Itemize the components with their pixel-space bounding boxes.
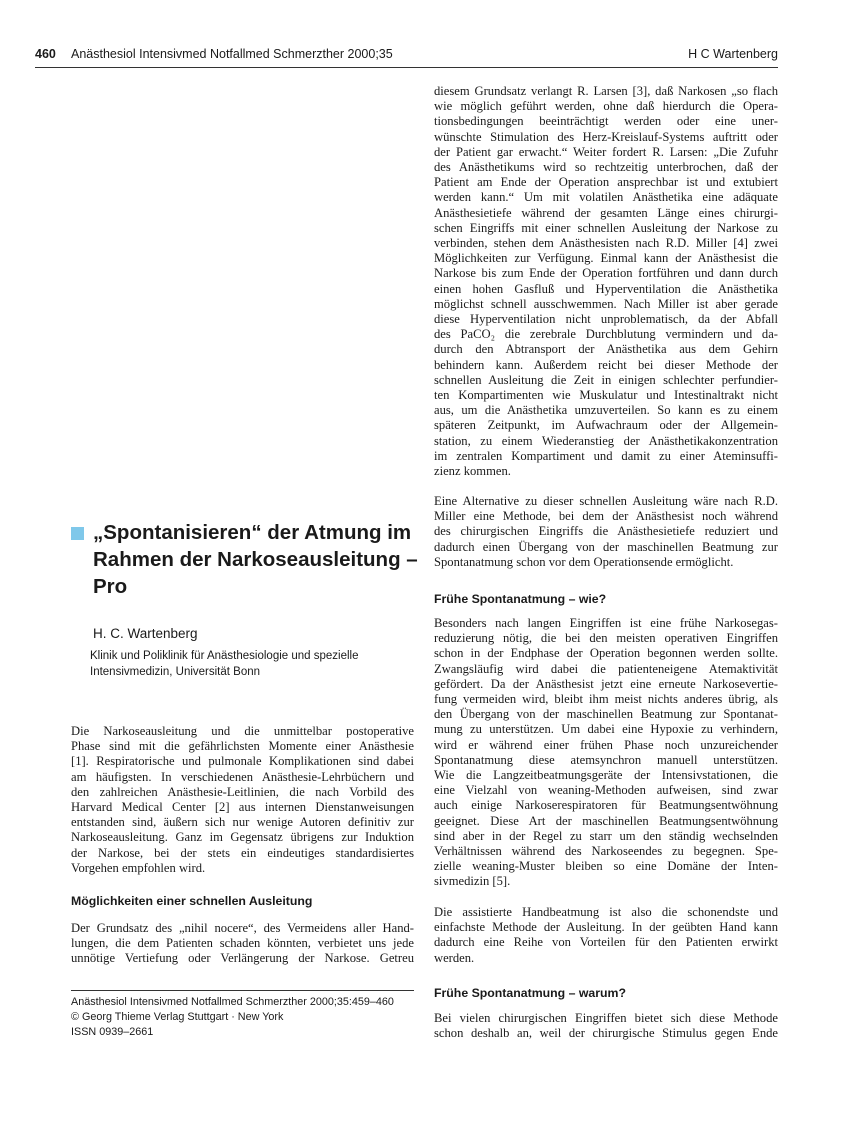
text-line: einfachste Methode der Ausleitung. In der geübten Hand kann bbox=[434, 920, 778, 935]
text-line: aus, um die Anästhetika umzuverteilen. So kann es zu einem bbox=[434, 403, 778, 418]
text-line: im zentralen Kompartiment und damit zu einer Ateminsuffi- bbox=[434, 448, 778, 463]
footer-divider bbox=[71, 990, 414, 991]
text-line: des chirurgischen Eingriffs die Anästhesietiefe reduziert und bbox=[434, 524, 778, 539]
text-line: Narkoseausleitung. Ganz im Gegensatz übrigens zur Induktion bbox=[71, 830, 414, 845]
footer-copyright: © Georg Thieme Verlag Stuttgart · New York bbox=[71, 1011, 284, 1024]
text-line: Möglichkeiten zur Verfügung. Einmal kann der Anästhesist die bbox=[434, 251, 778, 266]
text-line: zielle weaning-Muster bleiben so eine Domäne der Inten- bbox=[434, 859, 778, 874]
text-line: der Narkose, bei der stets ein eindeutiges standardisiertes bbox=[71, 845, 414, 860]
text-line: schon in der Endphase der Operation begonnen werden sollte. bbox=[434, 646, 778, 661]
citation-footer bbox=[71, 995, 394, 1041]
text-line: des Anästhetikums wird so rechtzeitig unterbrochen, daß der bbox=[434, 160, 778, 175]
text-line: unnötige Vertiefung oder Verlängerung der Narkose. Getreu bbox=[71, 951, 414, 966]
text-line: werden kann.“ Um mit volatilen Anästhetika eine adäquate bbox=[434, 190, 778, 205]
text-line: sivmedizin [5]. bbox=[434, 874, 511, 889]
footer-issn: ISSN 0939–2661 bbox=[71, 1026, 154, 1039]
body-paragraph bbox=[434, 84, 778, 479]
text-line: Die Narkoseausleitung und die unmittelbar postoperative bbox=[71, 724, 414, 738]
text-line: lungen, die dem Patienten schaden könnten, verbietet uns jede bbox=[71, 936, 414, 951]
text-line: gefördert. Da der Anästhesist jetzt eine erneute Narkosevertie- bbox=[434, 676, 778, 691]
text-line: entstanden sind, äußern sich nur wenige Autoren definitiv zur bbox=[71, 815, 414, 830]
text-line: dadurch eine Reihe von Vorteilen für den Patienten erwirkt bbox=[434, 935, 778, 950]
text-line: ten Kompartimenten wie Muskulatur und Intestinaltrakt nicht bbox=[434, 388, 778, 403]
section-paragraph bbox=[71, 921, 414, 967]
text-line: reduzierung nötig, die bei den meisten operativen Eingriffen bbox=[434, 631, 778, 646]
text-line: wünschte Stimulation des Herz-Kreislauf-Systems auftritt oder bbox=[434, 129, 778, 144]
text-line: den zahlreichen Anästhesie-Leitlinien, die nach Vorbild des bbox=[71, 784, 414, 799]
text-line: Miller eine Methode, bei dem der Anästhesist noch während bbox=[434, 509, 778, 524]
text-line: Narkose bis zum Ende der Operation fortführen und dann durch bbox=[434, 266, 778, 281]
author-name: H. C. Wartenberg bbox=[93, 626, 198, 641]
header-author: H C Wartenberg bbox=[688, 47, 778, 61]
text-line: zienz kommen. bbox=[434, 464, 511, 479]
text-line: diesem Grundsatz verlangt R. Larsen [3], daß Narkosen „so flach bbox=[434, 84, 778, 98]
affiliation-line: Klinik und Poliklinik für Anästhesiologie und spezielle bbox=[90, 650, 359, 662]
text-line: Besonders nach langen Eingriffen ist eine frühe Narkosegas- bbox=[434, 616, 778, 630]
text-line: wie möglich geführt werden, ohne daß hierdurch die Opera- bbox=[434, 99, 778, 114]
text-line: Der Grundsatz des „nihil nocere“, des Vermeidens aller Hand- bbox=[71, 921, 414, 935]
text-line: fung vermeiden wird, bleibt ihm meist nichts anderes übrig, als bbox=[434, 692, 778, 707]
text-line: Zwangsläufig wird dabei die patienteneigene Atemaktivität bbox=[434, 661, 778, 676]
text-line: schen Eingriffs mit einer schnellen Ausleitung der Narkose zu bbox=[434, 220, 778, 235]
text-line: späteren Zeitpunkt, im Aufwachraum oder der Allgemein- bbox=[434, 418, 778, 433]
author-affiliation bbox=[90, 648, 400, 680]
text-line: dadurch einen Übergang von der maschinellen Beatmung zur bbox=[434, 539, 778, 554]
text-line: Vorgehen empfohlen wird. bbox=[71, 860, 206, 875]
text-line: [1]. Respiratorische und pulmonale Komplikationen sind dabei bbox=[71, 754, 414, 769]
text-line: möglichst schnell ausschwemmen. Nach Miller ist aber gerade bbox=[434, 296, 778, 311]
affiliation-line: Intensivmedizin, Universität Bonn bbox=[90, 666, 261, 678]
journal-reference: Anästhesiol Intensivmed Notfallmed Schmerzther 2000;35 bbox=[71, 47, 393, 61]
text-line: Spontanatmung diese atemsynchron manuell unterstützen. bbox=[434, 752, 778, 767]
text-line: den Übergang von der maschinellen Beatmung zur Spontanat- bbox=[434, 707, 778, 722]
text-line: Wie die Langzeitbeatmungsgeräte der Intensivstationen, die bbox=[434, 768, 778, 783]
body-paragraph bbox=[434, 494, 778, 570]
text-line: Verhältnissen während des Narkoseendes zu begegnen. Spe- bbox=[434, 844, 778, 859]
footer-citation: Anästhesiol Intensivmed Notfallmed Schmerzther 2000;35:459–460 bbox=[71, 996, 394, 1008]
text-line: Eine Alternative zu dieser schnellen Ausleitung wäre nach R.D. bbox=[434, 494, 778, 508]
text-line: einen hohen Gasfluß und Hyperventilation die Anästhetika bbox=[434, 281, 778, 296]
text-line: geeignet. Diese Art der maschinellen Beatmungsentwöhnung bbox=[434, 813, 778, 828]
text-line: tionsbedingungen beeinträchtigt werden oder eine uner- bbox=[434, 114, 778, 129]
text-line: Harvard Medical Center [2] aus internen Dienstanweisungen bbox=[71, 800, 414, 815]
text-line: mung zu unterstützen. Um dabei eine Hypoxie zu verhindern, bbox=[434, 722, 778, 737]
text-line: Patient am Ende der Operation ansprechbar ist und extubiert bbox=[434, 175, 778, 190]
text-line: des PaCO₂ die zerebrale Durchblutung vermindern und da- bbox=[434, 327, 778, 342]
text-line: Anästhesietiefe während der gesamten Länge eines chirurgi- bbox=[434, 205, 778, 220]
text-line: diese Hyperventilation nicht unproblematisch, da der Abfall bbox=[434, 312, 778, 327]
text-line: verbinden, stehen dem Anästhesisten nach R.D. Miller [4] zwei bbox=[434, 236, 778, 251]
text-line: behindern kann. Außerdem reicht bei dieser Methode der bbox=[434, 357, 778, 372]
section-heading-early-spontaneous-how: Frühe Spontanatmung – wie? bbox=[434, 592, 607, 606]
text-line: der Patient gar erwacht.“ Weiter fordert R. Larsen: „Die Zufuhr bbox=[434, 144, 778, 159]
running-header bbox=[35, 47, 778, 67]
section-heading-early-spontaneous-why: Frühe Spontanatmung – warum? bbox=[434, 986, 626, 1000]
text-line: eine Vielzahl von weaning-Methoden aufweisen, sind zwar bbox=[434, 783, 778, 798]
text-line: Bei vielen chirurgischen Eingriffen bietet sich diese Methode bbox=[434, 1011, 778, 1025]
text-line: am häufigsten. In verschiedenen Anästhesie-Lehrbüchern und bbox=[71, 769, 414, 784]
text-line: werden. bbox=[434, 950, 475, 965]
text-line: Spontanatmung schon vor dem Operationsende ermöglicht. bbox=[434, 554, 734, 569]
page-number: 460 bbox=[35, 47, 56, 61]
text-line: schnellen Ausleitung die Zeit in einigen schlechter perfundier- bbox=[434, 372, 778, 387]
text-line: Die assistierte Handbeatmung ist also die schonendste und bbox=[434, 905, 778, 919]
text-line: auch einige Narkoserespiratoren für Beatmungsentwöhnung bbox=[434, 798, 778, 813]
text-line: durch den Abtransport der Anästhetika aus dem Gehirn bbox=[434, 342, 778, 357]
text-line: Phase sind mit die gefährlichsten Momente einer Anästhesie bbox=[71, 739, 414, 754]
title-marker-square bbox=[71, 527, 84, 540]
text-line: schon deshalb an, weil der chirurgische Stimulus gegen Ende bbox=[434, 1026, 778, 1041]
body-paragraph bbox=[434, 1011, 778, 1041]
body-paragraph bbox=[434, 616, 778, 890]
text-line: station, zu einem Wiederanstieg der Anästhetikakonzentration bbox=[434, 433, 778, 448]
intro-paragraph bbox=[71, 724, 414, 876]
article-title: „Spontanisieren“ der Atmung im Rahmen der Narkoseausleitung – Pro bbox=[93, 521, 418, 598]
section-heading-fast-emergence: Möglichkeiten einer schnellen Ausleitung bbox=[71, 894, 313, 908]
text-line: wird er während einer frühen Phase noch unzureichender bbox=[434, 737, 778, 752]
text-line: sind aber in der Regel zu starr um den ständig wechselnden bbox=[434, 828, 778, 843]
body-paragraph bbox=[434, 905, 778, 966]
header-divider bbox=[35, 67, 778, 68]
